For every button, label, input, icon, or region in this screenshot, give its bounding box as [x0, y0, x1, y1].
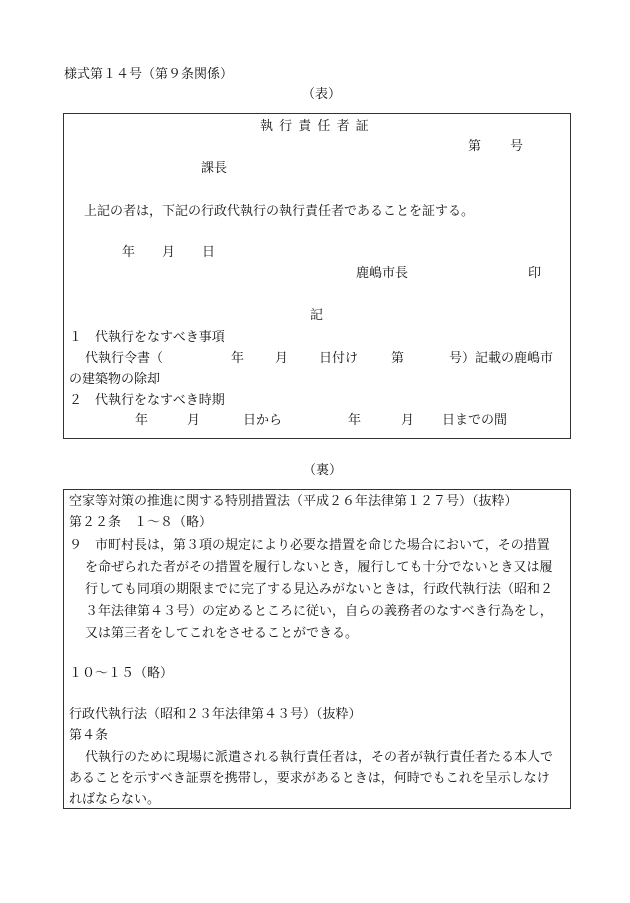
number-dai: 第	[468, 139, 482, 154]
art4-line: ればならない。	[69, 792, 161, 807]
item2-heading: ２ 代執行をなすべき時期	[69, 393, 225, 408]
front-label: （表）	[302, 87, 342, 102]
period-start-day: 日から	[243, 413, 283, 428]
para9-line: ９ 市町村長は，第３項の規定により必要な措置を命じた場合において，その措置	[69, 538, 550, 553]
ki-label: 記	[310, 308, 324, 323]
period-start-year: 年	[135, 413, 149, 428]
certificate-title: 執 行 責 任 者 証	[260, 119, 370, 134]
para9-line: 又は第三者をしてこれをさせることができる。	[85, 626, 359, 641]
date-day: 日	[202, 245, 216, 260]
position-label: 課長	[201, 161, 228, 176]
form-id: 様式第１４号（第９条関係）	[64, 67, 234, 82]
item1-heading: １ 代執行をなすべき事項	[69, 330, 225, 345]
article-4: 第４条	[69, 728, 109, 743]
seal-mark: 印	[528, 266, 542, 281]
para10-15: １０～１５（略）	[69, 666, 174, 681]
para9-line: ３年法律第４３号）の定めるところに従い，自らの義務者のなすべき行為をし，	[85, 604, 553, 619]
item1-line2: の建築物の除却	[69, 372, 161, 387]
law2-title: 行政代執行法（昭和２３年法律第４３号）（抜粋）	[69, 707, 362, 722]
law1-title: 空家等対策の推進に関する特別措置法（平成２６年法律第１２７号）（抜粋）	[69, 494, 518, 509]
art4-line: あることを示すべき証票を携帯し，要求があるときは，何時でもこれを呈示しなけ	[69, 771, 550, 786]
article-22: 第２２条 １～８（略）	[69, 515, 213, 530]
para9-line: 行しても同項の期限までに完了する見込みがないときは，行政代執行法（昭和２	[85, 582, 554, 597]
front-certificate-box	[63, 113, 571, 439]
number-go: 号	[510, 139, 524, 154]
period-end-day: 日までの間	[442, 413, 508, 428]
period-end-month: 月	[401, 413, 415, 428]
date-month: 月	[162, 245, 176, 260]
back-label: （裏）	[303, 463, 343, 478]
period-end-year: 年	[348, 413, 362, 428]
issuer: 鹿嶋市長	[356, 266, 409, 281]
order-day: 日付け	[319, 351, 359, 366]
certify-text: 上記の者は，下記の行政代執行の執行責任者であることを証する。	[84, 204, 475, 219]
para9-line: を命ぜられた者がその措置を履行しないとき，履行しても十分でないとき又は履	[85, 560, 553, 575]
date-year: 年	[122, 245, 136, 260]
order-prefix: 代執行令書（	[85, 351, 164, 366]
art4-line: 代執行のために現場に派遣される執行責任者は，その者が執行責任者たる本人で	[85, 750, 554, 765]
order-year: 年	[231, 351, 245, 366]
period-start-month: 月	[187, 413, 201, 428]
order-dai: 第	[391, 351, 405, 366]
order-month: 月	[275, 351, 289, 366]
order-go-suffix: 号）記載の鹿嶋市	[449, 351, 554, 366]
